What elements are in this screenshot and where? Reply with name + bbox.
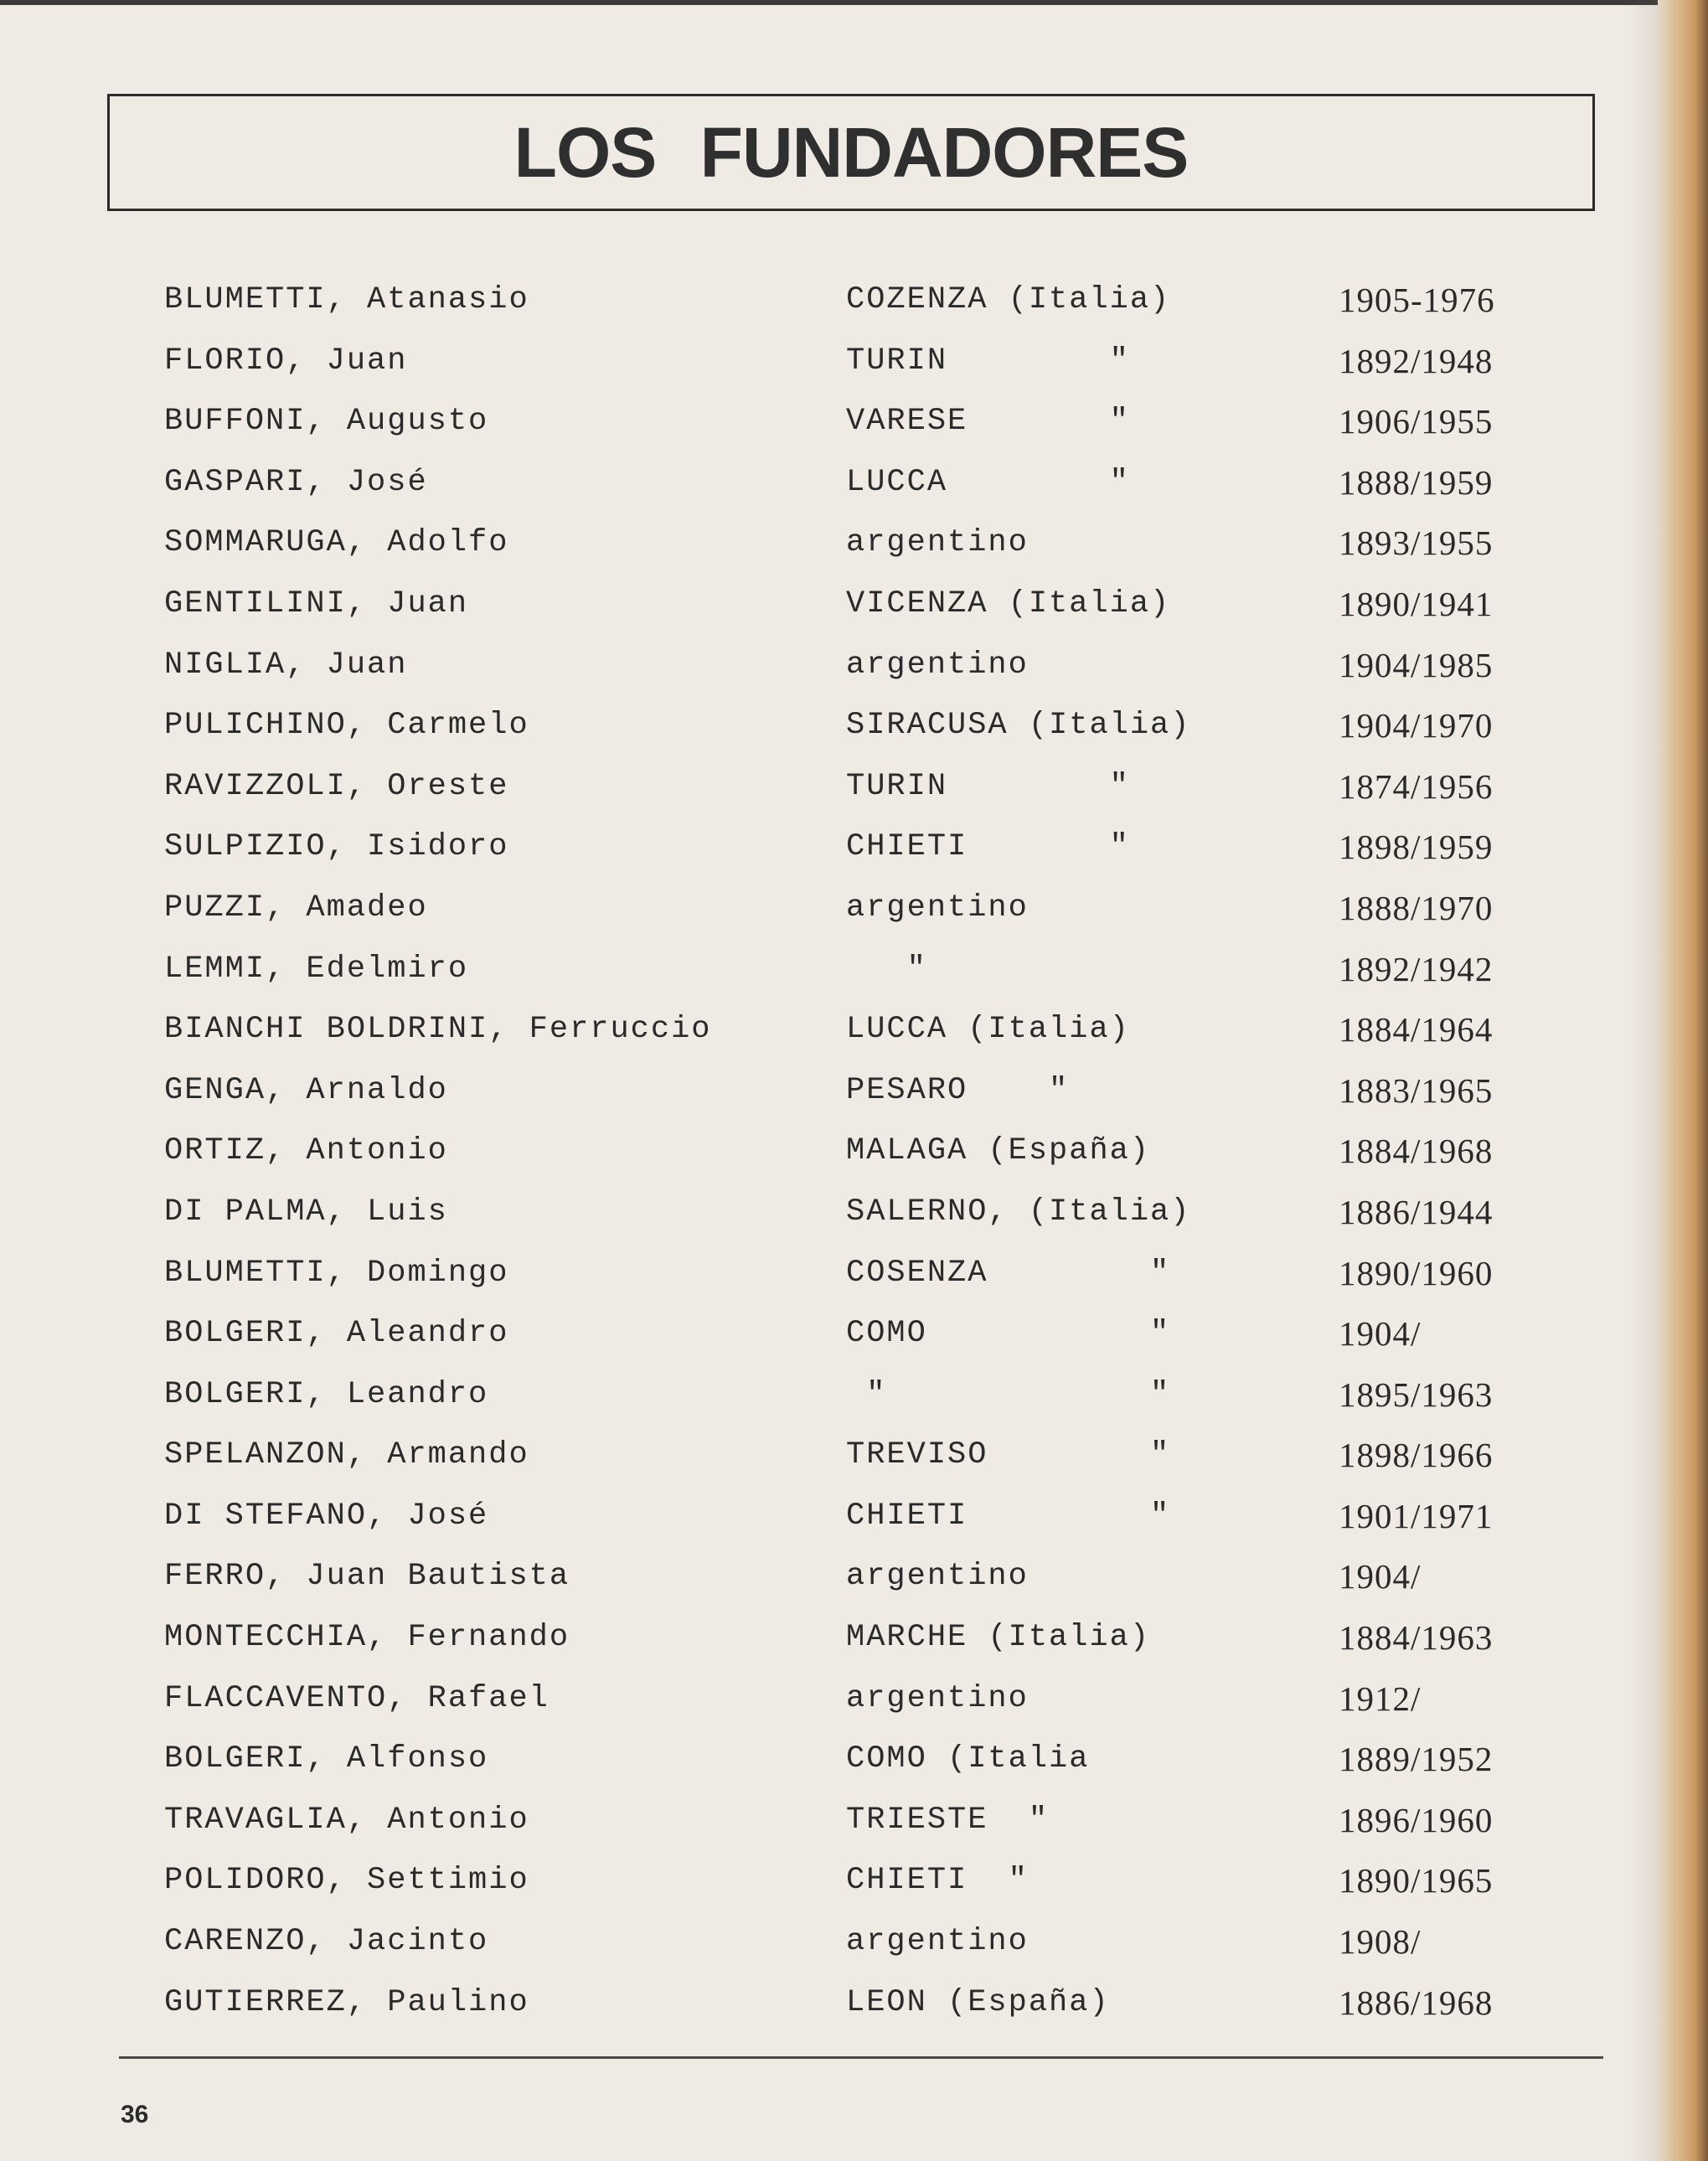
founder-years: 1890/1965: [1339, 1861, 1494, 1901]
founder-years: 1908/: [1339, 1922, 1422, 1962]
top-edge-line: [0, 0, 1675, 5]
founder-years: 1904/: [1339, 1314, 1422, 1354]
founder-name: MONTECCHIA, Fernando: [164, 1620, 570, 1656]
founder-name: BIANCHI BOLDRINI, Ferruccio: [164, 1012, 712, 1048]
founder-row: [0, 336, 1675, 397]
founder-name: DI STEFANO, José: [164, 1498, 489, 1534]
founder-years: 1886/1968: [1339, 1983, 1494, 2022]
founder-row: [0, 1004, 1675, 1065]
founder-row: [0, 700, 1675, 761]
founder-name: ORTIZ, Antonio: [164, 1133, 448, 1169]
founder-years: 1904/1970: [1339, 706, 1494, 745]
founder-row: [0, 518, 1675, 579]
founder-years: 1874/1956: [1339, 766, 1494, 806]
founder-years: 1898/1959: [1339, 828, 1494, 867]
founder-origin: TREVISO ": [846, 1437, 1171, 1473]
founder-row: [0, 1734, 1675, 1795]
founder-origin: argentino: [846, 1680, 1029, 1716]
founder-years: 1912/: [1339, 1679, 1422, 1718]
founder-name: NIGLIA, Juan: [164, 647, 408, 683]
founder-origin: argentino: [846, 525, 1029, 561]
founder-origin: TURIN ": [846, 343, 1130, 379]
founder-name: GUTIERREZ, Paulino: [164, 1984, 529, 2020]
founder-row: [0, 1126, 1675, 1187]
founder-origin: TRIESTE ": [846, 1802, 1050, 1838]
founder-origin: argentino: [846, 1924, 1029, 1960]
founder-years: 1893/1955: [1339, 523, 1494, 563]
founder-years: 1888/1970: [1339, 888, 1494, 927]
founder-years: 1896/1960: [1339, 1800, 1494, 1839]
founder-row: [0, 1916, 1675, 1978]
founder-name: SULPIZIO, Isidoro: [164, 829, 509, 865]
founder-origin: LEON (España): [846, 1984, 1110, 2020]
founder-row: [0, 1248, 1675, 1309]
founder-origin: VARESE ": [846, 404, 1130, 440]
founder-years: 1884/1968: [1339, 1132, 1494, 1171]
founder-row: [0, 396, 1675, 457]
founder-name: BLUMETTI, Atanasio: [164, 282, 529, 317]
founder-name: BOLGERI, Aleandro: [164, 1316, 509, 1352]
founder-origin: argentino: [846, 1559, 1029, 1595]
founder-years: 1884/1963: [1339, 1618, 1494, 1658]
founder-origin: ": [846, 951, 927, 987]
founder-origin: SALERNO, (Italia): [846, 1194, 1191, 1230]
founder-row: [0, 640, 1675, 701]
founder-name: DI PALMA, Luis: [164, 1194, 448, 1230]
founder-row: [0, 1674, 1675, 1735]
founder-origin: COSENZA ": [846, 1255, 1171, 1291]
founder-origin: PESARO ": [846, 1072, 1070, 1108]
founder-name: GASPARI, José: [164, 464, 428, 500]
founder-name: FERRO, Juan Bautista: [164, 1559, 570, 1595]
founder-name: PUZZI, Amadeo: [164, 890, 428, 926]
founder-row: [0, 1491, 1675, 1552]
founder-row: [0, 1978, 1675, 2039]
founder-years: 1890/1941: [1339, 584, 1494, 623]
founder-years: 1895/1963: [1339, 1374, 1494, 1414]
page-number: 36: [121, 2101, 149, 2128]
founder-row: [0, 1855, 1675, 1916]
founder-origin: " ": [846, 1376, 1171, 1412]
founder-row: [0, 1187, 1675, 1248]
founder-years: 1898/1966: [1339, 1436, 1494, 1475]
founder-origin: TURIN ": [846, 768, 1130, 804]
founder-years: 1904/1985: [1339, 645, 1494, 684]
founder-name: TRAVAGLIA, Antonio: [164, 1802, 529, 1838]
founder-row: [0, 1065, 1675, 1127]
founders-list: [0, 275, 1675, 2038]
founder-row: [0, 1369, 1675, 1431]
founder-name: SOMMARUGA, Adolfo: [164, 525, 509, 561]
founder-row: [0, 579, 1675, 640]
founder-row: [0, 1795, 1675, 1856]
founder-name: RAVIZZOLI, Oreste: [164, 768, 509, 804]
founder-name: GENTILINI, Juan: [164, 585, 469, 621]
founder-years: 1889/1952: [1339, 1740, 1494, 1779]
founder-origin: argentino: [846, 647, 1029, 683]
founder-years: 1906/1955: [1339, 402, 1494, 441]
founder-name: BLUMETTI, Domingo: [164, 1255, 509, 1291]
founder-origin: argentino: [846, 890, 1029, 926]
founder-origin: SIRACUSA (Italia): [846, 708, 1191, 744]
founder-row: [0, 883, 1675, 944]
founder-origin: COMO ": [846, 1316, 1171, 1352]
founder-name: BOLGERI, Leandro: [164, 1376, 489, 1412]
founder-years: 1901/1971: [1339, 1496, 1494, 1535]
founder-years: 1884/1964: [1339, 1010, 1494, 1050]
title-box: [107, 94, 1595, 211]
founder-row: [0, 457, 1675, 518]
founder-years: 1904/: [1339, 1557, 1422, 1596]
founder-origin: LUCCA (Italia): [846, 1012, 1130, 1048]
founder-row: [0, 275, 1675, 336]
founder-row: [0, 761, 1675, 823]
founder-name: PULICHINO, Carmelo: [164, 708, 529, 744]
founder-row: [0, 1430, 1675, 1491]
founder-years: 1905-1976: [1339, 281, 1495, 319]
founder-name: CARENZO, Jacinto: [164, 1924, 489, 1960]
founder-years: 1892/1942: [1339, 949, 1494, 988]
founder-origin: MARCHE (Italia): [846, 1620, 1151, 1656]
founder-years: 1892/1948: [1339, 341, 1494, 380]
founder-origin: LUCCA ": [846, 464, 1130, 500]
founder-origin: COMO (Italia: [846, 1741, 1090, 1777]
founder-row: [0, 1612, 1675, 1674]
founder-years: 1888/1959: [1339, 462, 1494, 502]
founder-name: FLACCAVENTO, Rafael: [164, 1680, 550, 1716]
founder-origin: MALAGA (España): [846, 1133, 1151, 1169]
founder-name: GENGA, Arnaldo: [164, 1072, 448, 1108]
founder-name: SPELANZON, Armando: [164, 1437, 529, 1473]
founder-origin: COZENZA (Italia): [846, 282, 1171, 317]
founder-name: POLIDORO, Settimio: [164, 1863, 529, 1899]
founder-name: BOLGERI, Alfonso: [164, 1741, 489, 1777]
founder-row: [0, 944, 1675, 1005]
founder-name: LEMMI, Edelmiro: [164, 951, 469, 987]
founder-name: FLORIO, Juan: [164, 343, 408, 379]
bottom-rule: [119, 2056, 1603, 2059]
founder-origin: VICENZA (Italia): [846, 585, 1171, 621]
page-title: LOS FUNDADORES: [513, 112, 1189, 192]
founder-name: BUFFONI, Augusto: [164, 404, 489, 440]
founder-years: 1890/1960: [1339, 1253, 1494, 1292]
founder-years: 1883/1965: [1339, 1070, 1494, 1110]
founder-origin: CHIETI ": [846, 829, 1130, 865]
founder-row: [0, 1308, 1675, 1369]
founder-origin: CHIETI ": [846, 1498, 1171, 1534]
founder-years: 1886/1944: [1339, 1192, 1494, 1231]
founder-origin: CHIETI ": [846, 1863, 1029, 1899]
founder-row: [0, 1551, 1675, 1612]
founder-row: [0, 822, 1675, 883]
